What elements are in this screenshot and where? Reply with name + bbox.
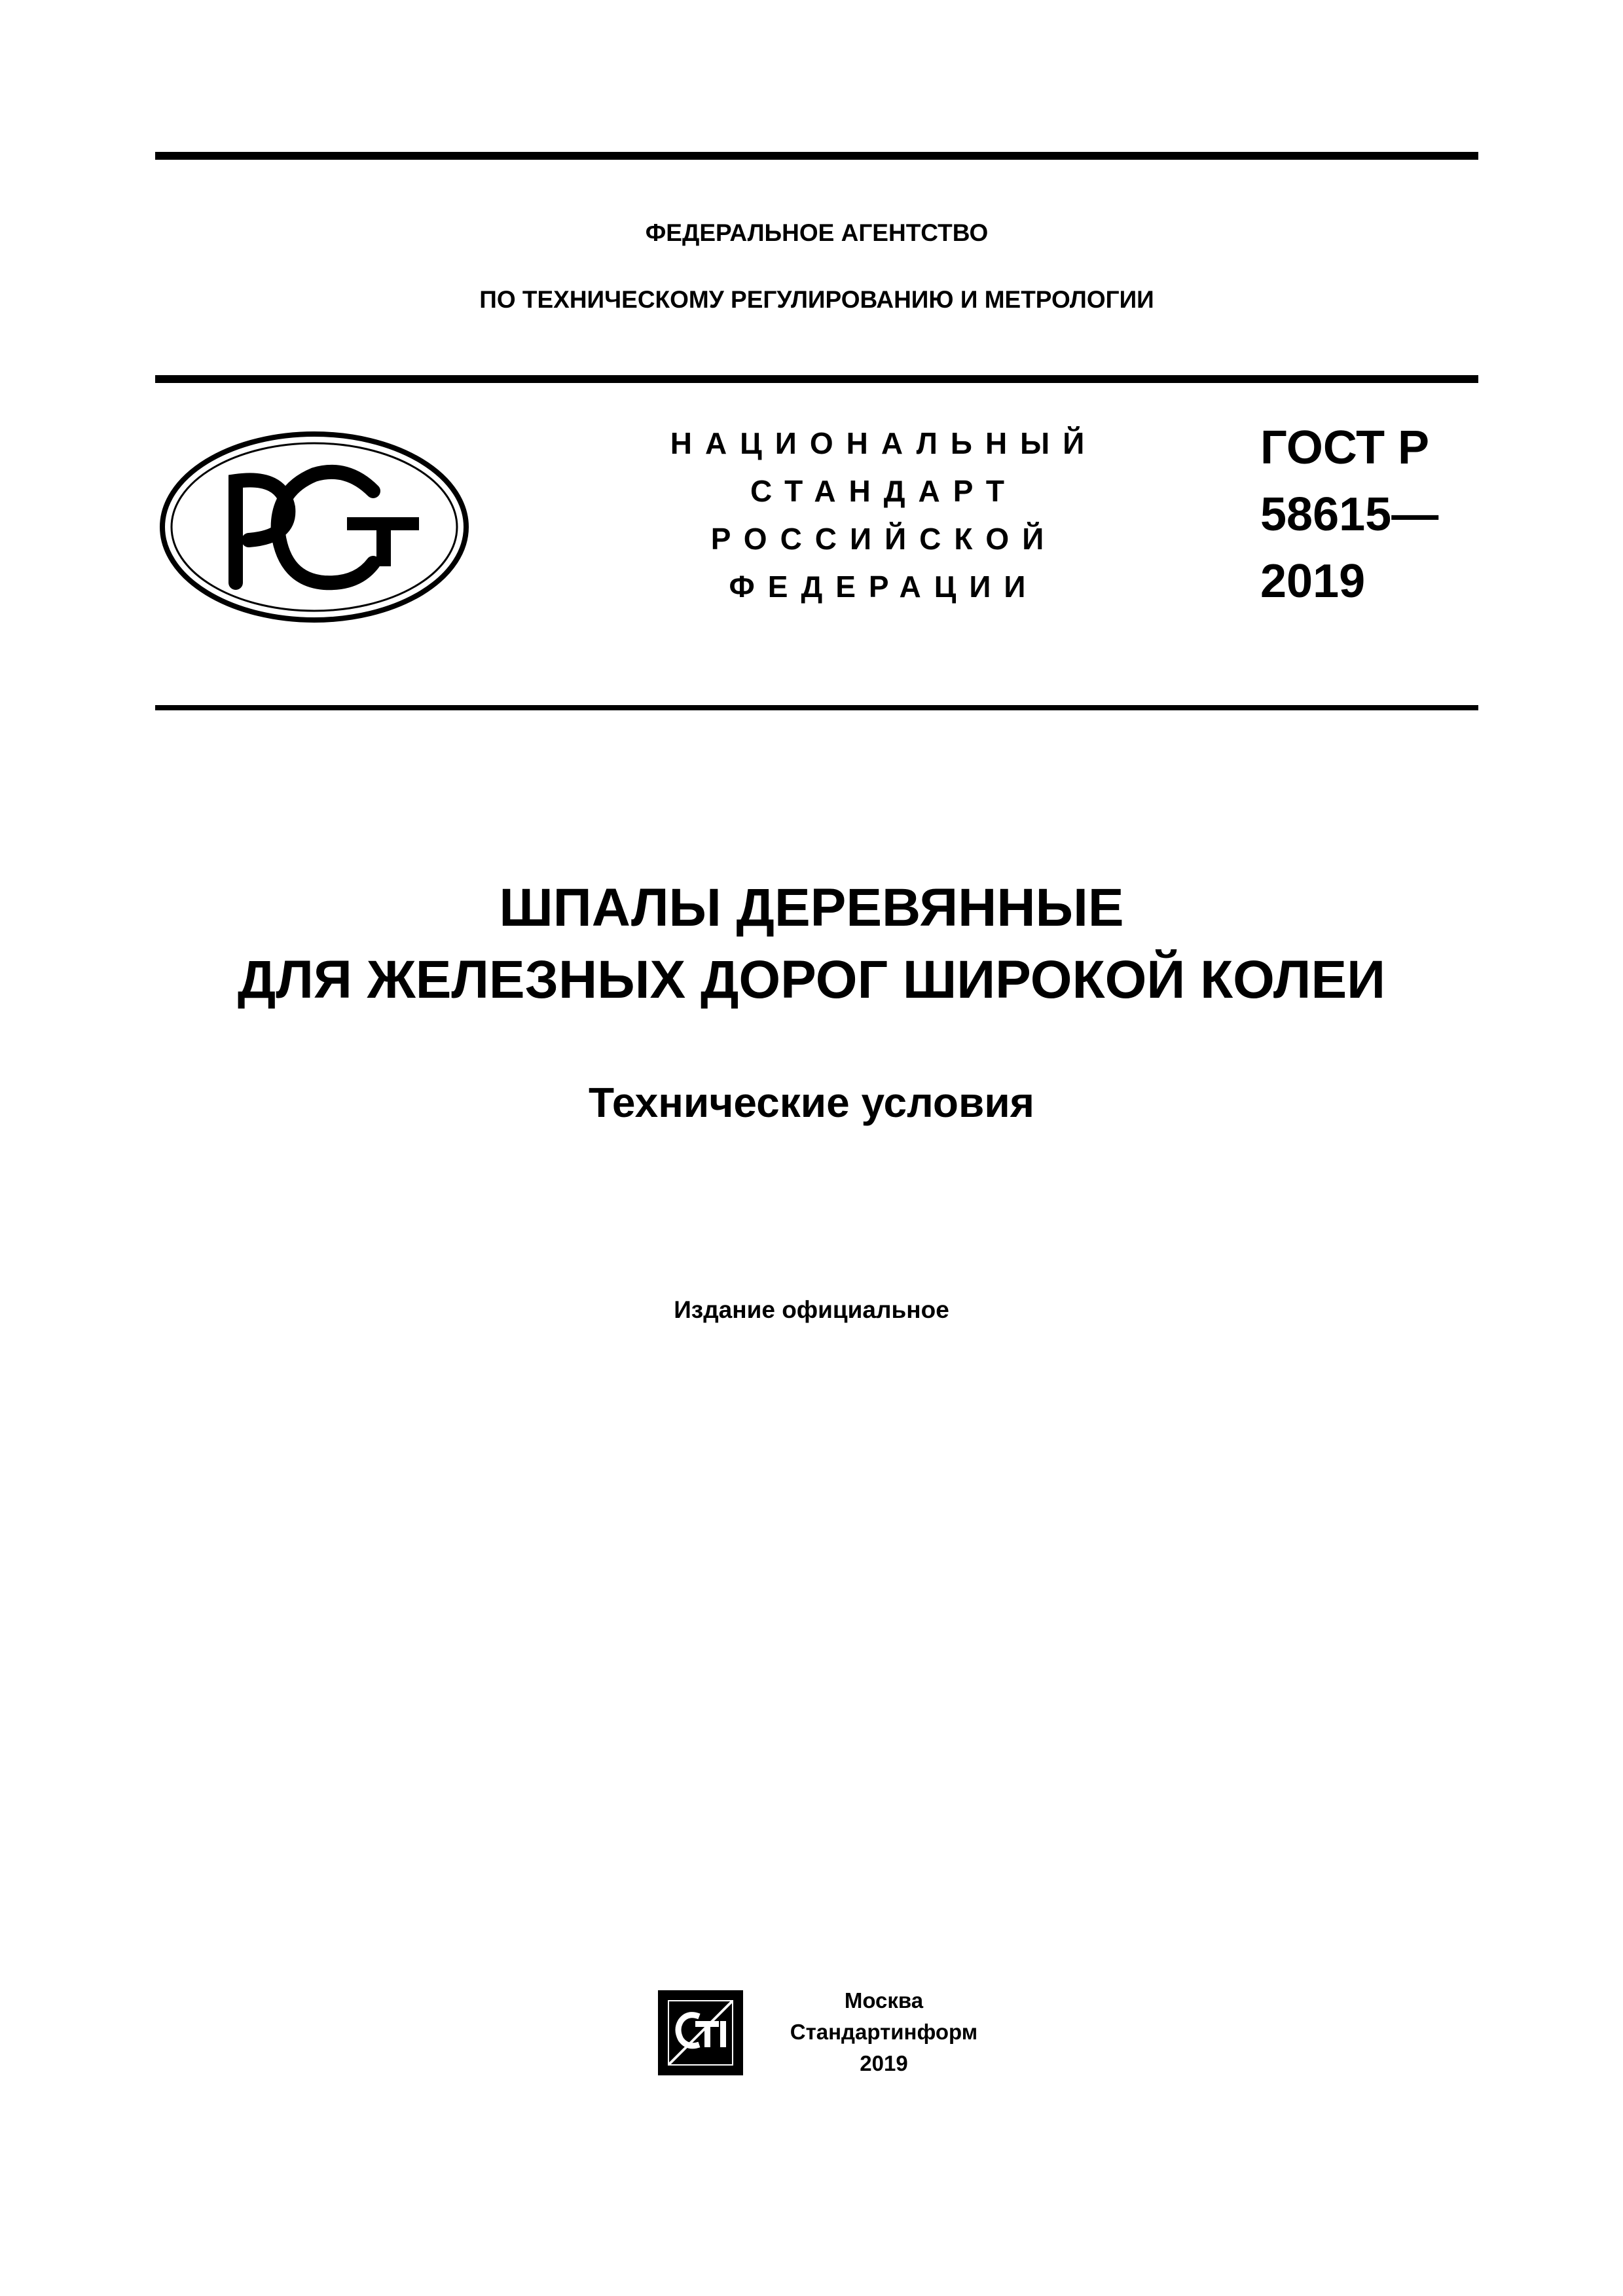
national-standard-line3: РОССИЙСКОЙ: [710, 522, 1057, 556]
top-rule: [155, 152, 1478, 160]
agency-name-line2: ПО ТЕХНИЧЕСКОМУ РЕГУЛИРОВАНИЮ И МЕТРОЛОГИИ: [479, 286, 1154, 313]
agency-name-line1: ФЕДЕРАЛЬНОЕ АГЕНТСТВО: [645, 219, 989, 246]
rst-conformity-logo: [157, 429, 471, 625]
standartinform-logo: [655, 1987, 746, 2079]
edition-note: Издание официальное: [674, 1296, 949, 1323]
header-rule: [155, 375, 1478, 383]
gost-year: 2019: [1260, 555, 1366, 608]
gost-number: 58615—: [1260, 488, 1439, 541]
document-title-line2: ДЛЯ ЖЕЛЕЗНЫХ ДОРОГ ШИРОКОЙ КОЛЕИ: [237, 950, 1386, 1010]
publisher-city: Москва: [844, 1988, 924, 2013]
publication-year: 2019: [860, 2051, 908, 2075]
national-standard-line2: СТАНДАРТ: [750, 474, 1017, 508]
publisher-name: Стандартинформ: [790, 2020, 978, 2044]
document-subtitle: Технические условия: [588, 1079, 1035, 1126]
national-standard-line4: ФЕДЕРАЦИИ: [729, 570, 1039, 604]
document-title-line1: ШПАЛЫ ДЕРЕВЯННЫЕ: [499, 878, 1124, 938]
national-standard-line1: НАЦИОНАЛЬНЫЙ: [670, 426, 1098, 460]
gost-designation: ГОСТ Р: [1260, 422, 1430, 474]
block-rule: [155, 705, 1478, 710]
